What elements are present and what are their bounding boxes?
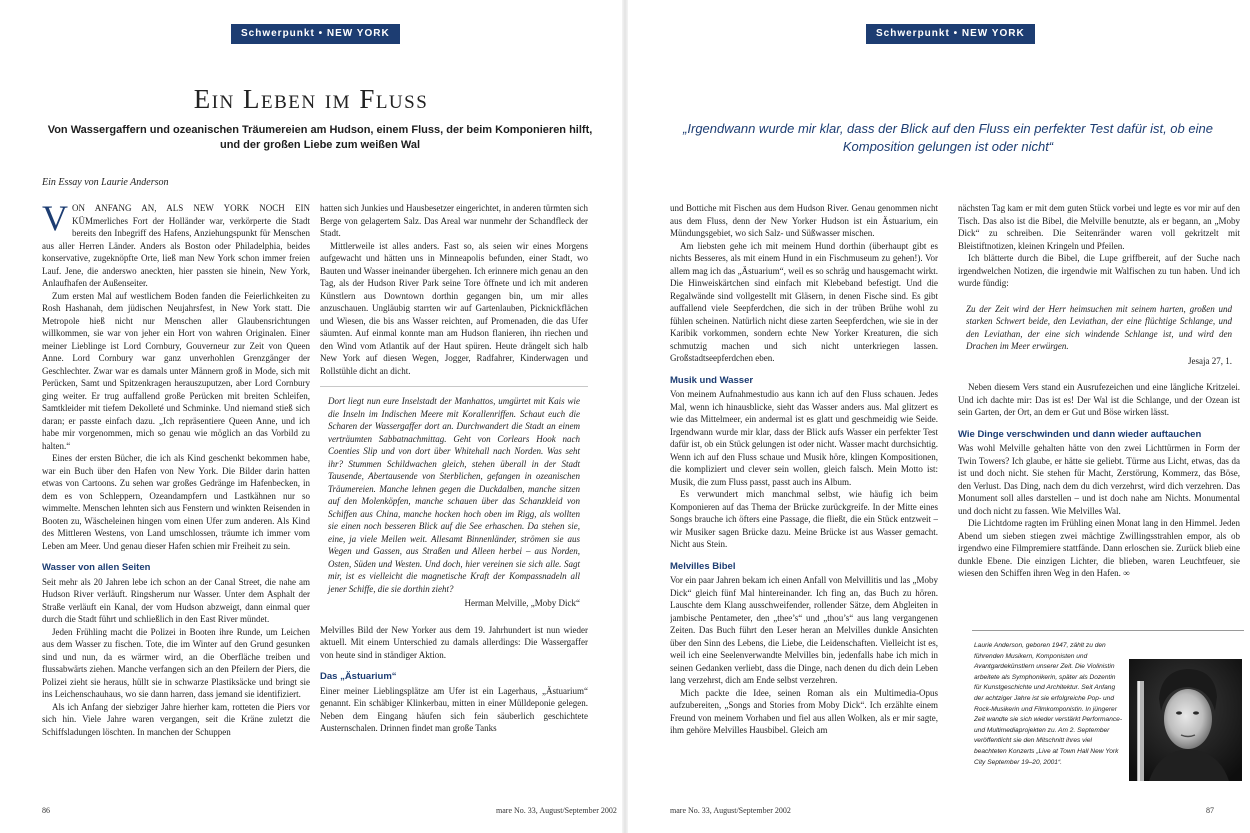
paragraph: Neben diesem Vers stand ein Ausrufezeichen und eine längliche Kritzelei. Und ich dachte mir: Das ist es! Der Wal ist die Schlange, und der Ozean ist sein Garten, der Ort, an dem er Gut und Böse wirken lässt. <box>958 382 1240 417</box>
section-tag: Schwerpunkt • NEW YORK <box>231 24 400 44</box>
author-bio-box <box>972 630 1244 779</box>
paragraph: Eines der ersten Bücher, die ich als Kind geschenkt bekommen habe, war ein Buch über den Hafen von New York. Die Bilder darin hatten etwas von Cartoons. Zu sehen war großes Gedränge im Hafenbecken, in dem es von Schleppern, Ozeandampfern und Lastkähnen nur so wimmelte. Menschen lehnten sich aus Fenstern und winkten Reisenden in Booten zu, Wäscheleinen hingen vom einen Ufer zum anderen. Als Kind des Mittleren Westens, von Land umschlossen, träumte ich immer vom Leben am Meer. Und genau dieser Hafen schien mir Freiheit zu sein. <box>42 453 310 551</box>
paragraph: Zum ersten Mal auf westlichem Boden fanden die Feierlichkeiten zu Rosh Hashanah, dem jüdischen Neujahrsfest, in New York statt. Die Metropole hieß nicht nur Menschen aller Glaubensrichtungen willkommen, sie war von jeher ein Hort von wahren Originalen. Einer meiner Lieblinge ist Lord Cornbury, Gouverneur zur Zeit von Queen Anne. Lord Cornbury war ganz unverhohlen Grenzgänger der Geschlechter. Zwar war es damals unter Männern groß in Mode, sich mit Perücken, Samt und Spitzenkragen herauszuputzen, aber Lord Cornbury ging weiter. Er trug auffallend große Perücken mit breiten Schleifen, Samtkleider mit tiefem Dekolleté und Schminke. Und niemand stieß sich daran; er passte einfach dazu. „Ich repräsentiere Queen Anne, und ich habe mir vorgenommen, mich so genau wie möglich an das Vorbild zu halten.“ <box>42 290 310 451</box>
paragraph: Als ich Anfang der siebziger Jahre hierher kam, rotteten die Piers vor sich hin. Viele Jahre waren vergangen, seit die Kräne zuletzt die Schiffsladungen löschten. In manchen der Schuppen <box>42 701 310 737</box>
paragraph: Was wohl Melville gehalten hätte von den zwei Lichttürmen in Form der Twin Towers? Ich glaube, er hätte sie geliebt. Türme aus Licht, etwas, das da ist und doch nicht. Sie stehen für Macht, Zerstörung, Kommerz, das Böse, den Verlust. Das Ding, nach dem du dich verzehrst, wird dich verzehren. Das Monument soll alles darstellen – und ist doch nahe am Nichts. Monumental und doch nicht zu fassen. Wie Melvilles Wal. <box>958 443 1240 516</box>
page-number: 87 <box>1206 806 1214 815</box>
quote-source: Herman Melville, „Moby Dick“ <box>464 598 580 608</box>
right-column-2 <box>958 202 1240 628</box>
paragraph: Melvilles Bild der New Yorker aus dem 19. Jahrhundert ist nun wieder aktuell. Mit einem Unterschied zu damals allerdings: Die Wassergaffer von heute sind in ständiger Aktion. <box>320 624 588 660</box>
quote-source: Jesaja 27, 1. <box>1188 355 1232 366</box>
section-heading: Das „Ästuarium“ <box>320 671 397 682</box>
right-column-1 <box>670 202 938 782</box>
right-page <box>628 0 1250 833</box>
paragraph: nächsten Tag kam er mit dem guten Stück vorbei und legte es vor mir auf den Tisch. Das also ist die Bibel, die Melville benutzte, als er begann, an „Moby Dick“ zu schreiben. Die Seitenränder waren voll gekritzelt mit Bleistiftnotizen, kleinen Kringeln und Pfeilen. <box>958 203 1240 251</box>
issue-info: mare No. 33, August/September 2002 <box>496 806 617 815</box>
left-column-1 <box>42 202 310 782</box>
section-heading: Wie Dinge verschwinden und dann wieder auftauchen <box>958 428 1202 440</box>
paragraph: Vor ein paar Jahren bekam ich einen Anfall von Melvillitis und las „Moby Dick“ gleich fünf Mal hintereinander. Ich fing an, das Buch zu hören. Lauschte dem Klang ausschweifender, rollender Sätze, dem Abgleiten in jambische Pentameter, den „thee’s“ und „thou’s“ aus lang vergangenen Zeiten. Das Buch führt den Leser heran an Melvilles dunkle Ansichten über den Sinn des Lebens, die Liebe, die Leidenschaften. Vielleicht ist es, weil ich eine Seelenverwandte Melvilles bin, jedenfalls habe ich mich in seinen Gedanken verliebt, dass die Dinge, nach denen du dich dein Leben lang verzehrst, dich am Ende selbst verzehren. <box>670 575 938 685</box>
section-heading: Musik und Wasser <box>670 374 754 386</box>
section-heading: Wasser von allen Seiten <box>42 562 151 573</box>
left-page <box>0 0 622 833</box>
paragraph: Die Lichtdome ragten im Frühling einen Monat lang in den Himmel. Jeden Abend um sieben stiegen zwei mächtige Zwillingsstrahlen empor, als ob irgendwo eine Filmpremiere stattfände. Dann erloschen sie. Zurück blieb eine dunkle Ebene. Die einzigen Lichter, die blieben, waren Leuchtfeuer, sie wiesen den Schiffen ihren Weg in den Hafen. ∞ <box>958 518 1240 578</box>
author-bio: Laurie Anderson, geboren 1947, zählt zu den führenden Musikern, Komponisten und Avantgardekünstlern unserer Zeit. Die Violinistin arbeitete als Symphonikerin, später als Dozentin für Kunstgeschichte und Architektur. Seit Anfang der achtziger Jahre ist sie erfolgreiche Pop- und Rock-Musikerin und Filmkomponistin. In jüngerer Zeit wandte sie sich wieder verstärkt Performance- und Multimediaprojekten zu. Am 2. September veröffentlicht sie den Mitschnitt ihres viel beachteten Konzerts „Live at Town Hall New York City September 19–20, 2001“. <box>974 642 1123 766</box>
section-heading: Melvilles Bibel <box>670 560 736 572</box>
paragraph: und Bottiche mit Fischen aus dem Hudson River. Genau genommen nicht aus dem Fluss, denn der New Yorker Hudson ist ein Ästuarium, ein Mündungsgebiet, wo sich Salz- und Süßwasser mischen. <box>670 203 938 238</box>
issue-info: mare No. 33, August/September 2002 <box>670 806 791 815</box>
author-portrait-image <box>1129 659 1242 781</box>
quote-text: Dort liegt nun eure Inselstadt der Manhattos, umgürtet mit Kais wie die Inseln im Indischen Meere mit Korallenriffen. Schaut euch die Scharen der Wassergaffer dort an. Durchwandert die Stadt an einem verträumten Sabbatnachmittag. Geht von Corlears Hook nach Coenties Slip und von dort über Whitehall nach Norden. Was seht ihr? Stummen Schildwachen gleich, stehen überall in der Stadt Tausende, Abertausende von Sterblichen, gefangen in ozeanischen Träumereien. Manche lehnen gegen die Duckdalben, manche sitzen auf den Molenköpfen, manche schauen über das Schanzkleid von Schiffen aus China, manche hocken hoch oben im Rigg, als wollten sie einen noch besseren Blick auf die See erhaschen. Da stehen sie, eine, ja viele Meilen weit. Allesamt Binnenländer, strömen sie aus Wegen und Gassen, aus Straßen und Alleen herbei – aus Norden, Osten, Süden und Westen. Und doch, hier vereinen sie sich alle. Sagt mir, ist es vielleicht die magnetische Kraft der Kompassnadeln all jener Schiffe, die sie dorthin zieht? <box>328 396 580 594</box>
bible-quote <box>958 299 1240 374</box>
paragraph: Von meinem Aufnahmestudio aus kann ich auf den Fluss schauen. Jedes Mal, wenn ich hinausblicke, sieht das Wasser anders aus. Mal glitzert es wie das Mittelmeer, ein andermal ist es glatt und geschmeidig wie Seide. Irgendwann wurde mir klar, dass der Blick aufs Wasser ein perfekter Test dafür ist, ob ein Stück gelungen ist oder nicht. Wasser macht durchsichtig. Wenn ich auf den Fluss schaue und Musik höre, klingen Kompositionen, die kompliziert und clever sein wollen, gleich falsch. Mein Motto ist: Musik, die zum Fluss passt, passt auch ins Album. <box>670 389 938 487</box>
pull-quote: „Irgendwann wurde mir klar, dass der Blick auf den Fluss ein perfekter Test dafür ist, ob eine Komposition gelungen ist oder nicht“ <box>683 121 1213 154</box>
quote-text: Zu der Zeit wird der Herr heimsuchen mit seinem harten, großen und starken Schwert beide, den Leviathan, der eine flüchtige Schlange, und den Leviathan, der eine sich windende Schlange ist, und wird den Drachen im Meer erwürgen. <box>966 303 1232 351</box>
byline: Ein Essay von Laurie Anderson <box>42 177 169 188</box>
article-subtitle: Von Wassergaffern und ozeanischen Träumereien am Hudson, einem Fluss, der beim Komponieren hilft, und der großen Liebe zum weißen Wal <box>47 124 593 151</box>
paragraph: Ich blätterte durch die Bibel, die Lupe griffbereit, auf der Suche nach irgendwelchen Notizen, die irgendwie mit Walfischen zu tun haben. Und ich wurde fündig: <box>958 253 1240 288</box>
melville-quote <box>320 386 588 616</box>
paragraph: Seit mehr als 20 Jahren lebe ich schon an der Canal Street, die nahe am Hudson River verläuft. Ringsherum nur Wasser. Unter dem Asphalt der Straße verläuft ein Kanal, der vom Hudson abzweigt, dann einmal quer durch die Stadt führt und schließlich in den East River mündet. <box>42 576 310 624</box>
paragraph: Am liebsten gehe ich mit meinem Hund dorthin (überhaupt gibt es nichts Besseres, als mit einem Hund in ein Fischmuseum zu gehen!). Vor allem mag ich das „Ästuarium“, weil es so schräg und hausgemacht wirkt. Die Hinweiskärtchen sind einfach mit Klebeband befestigt. Und die Regalwände sind vollgestellt mit Gläsern, in denen Fische sind. Es gibt auffallend viele Seepferdchen, die sich in der trüben Brühe wohl zu fühlen scheinen. Natürlich nicht diese zarten Seepferdchen, wie sie in der Karibik vorkommen, sondern echte New Yorker Kreaturen, die sich schmutzig machen und sich nicht unterkriegen lassen. Großstadtseepferdchen eben. <box>670 240 938 363</box>
paragraph: Es verwundert mich manchmal selbst, wie häufig ich beim Komponieren auf das Thema der Brücke zurückgreife. In der Mitte eines Songs brauche ich öfters eine Passage, die fließt, die ein Stück entzweit – wir Musiker sagen Brücke dazu. Meine Brücke ist aus Wasser gemacht. Nicht aus Stein. <box>670 489 938 549</box>
paragraph: Jeden Frühling macht die Polizei in Booten ihre Runde, um Leichen aus dem Wasser zu fischen. Tote, die im Winter auf den Grund gesunken sind und nun, da es wärmer wird, an die Oberfläche treiben und flussabwärts ziehen. Manche verfangen sich an den Pfeilern der Piers, die Polizei zieht sie heraus, hüllt sie in schwarze Plastiksäcke und bringt sie ins Leichenschauhaus, wo sie dann harren, dass jemand sie identifiziert. <box>42 626 310 699</box>
article-title: Ein Leben im Fluss <box>193 84 429 114</box>
drop-cap: V <box>42 202 68 238</box>
paragraph: hatten sich Junkies und Hausbesetzer eingerichtet, in anderen türmten sich Berge von gelagertem Salz. Das Areal war nunmehr der Schandfleck der Stadt. <box>320 203 588 238</box>
left-column-2 <box>320 202 588 782</box>
section-tag: Schwerpunkt • NEW YORK <box>866 24 1035 44</box>
page-number: 86 <box>42 806 50 815</box>
opening-paragraph: VON ANFANG AN, ALS NEW YORK NOCH EIN KÜMmerliches Fort der Holländer war, verkörperte die Stadt bereits den Inbegriff des Hafens, Anziehungspunkt für Menschen aus aller Herren Länder. Anders als Boston oder Philadelphia, beides konservative, zugeknöpfte Orte, ließ man New York schon immer freien Lauf. Jene, die anderswo aneckten, hier passten sie hinein, New York, Anlaufhafen der Außenseiter. <box>42 202 310 288</box>
paragraph: Mittlerweile ist alles anders. Fast so, als seien wir eines Morgens aufgewacht und hätten uns in Minneapolis befunden, einer Stadt, wo Bauten und Wasser ineinander übergehen. Ich erinnere mich genau an den Tag, als der Hudson River Park seine Tore öffnete und ich mit anderen Künstlern aus Downtown dorthin gegangen bin, um mir alles anzuschauen. Ungläubig starrten wir auf Gartenlauben, Picknickflächen und Wiesen, die bis ans Wasser reichten, auf Promenaden, die das Ufer säumten. Auf einmal konnte man am Hudson flanieren, ihn riechen und den Wind vom Atlantik auf der Haut spüren. Heute drängelt sich halb New York auf diesen Wegen, Jogger, Radfahrer, Kinderwagen und Rollstühle dicht an dicht. <box>320 240 588 376</box>
paragraph: Mich packte die Idee, seinen Roman als ein Multimedia-Opus aufzubereiten, „Songs and Stories from Moby Dick“. Ich erzählte einem Freund von meinem Vorhaben und fiel aus allen Wolken, als er mir sagte, ihm gehöre Melvilles Hausbibel. Gleich am <box>670 687 938 735</box>
author-photo <box>1129 659 1242 781</box>
paragraph: Einer meiner Lieblingsplätze am Ufer ist ein Lagerhaus, „Ästuarium“ genannt. Ein schäbiger Klinkerbau, mitten in einer Mülldeponie gelegen. Neben dem Eingang häufen sich fein säuberlich geschichtete Austernschalen. Drinnen findet man große Tanks <box>320 685 588 733</box>
